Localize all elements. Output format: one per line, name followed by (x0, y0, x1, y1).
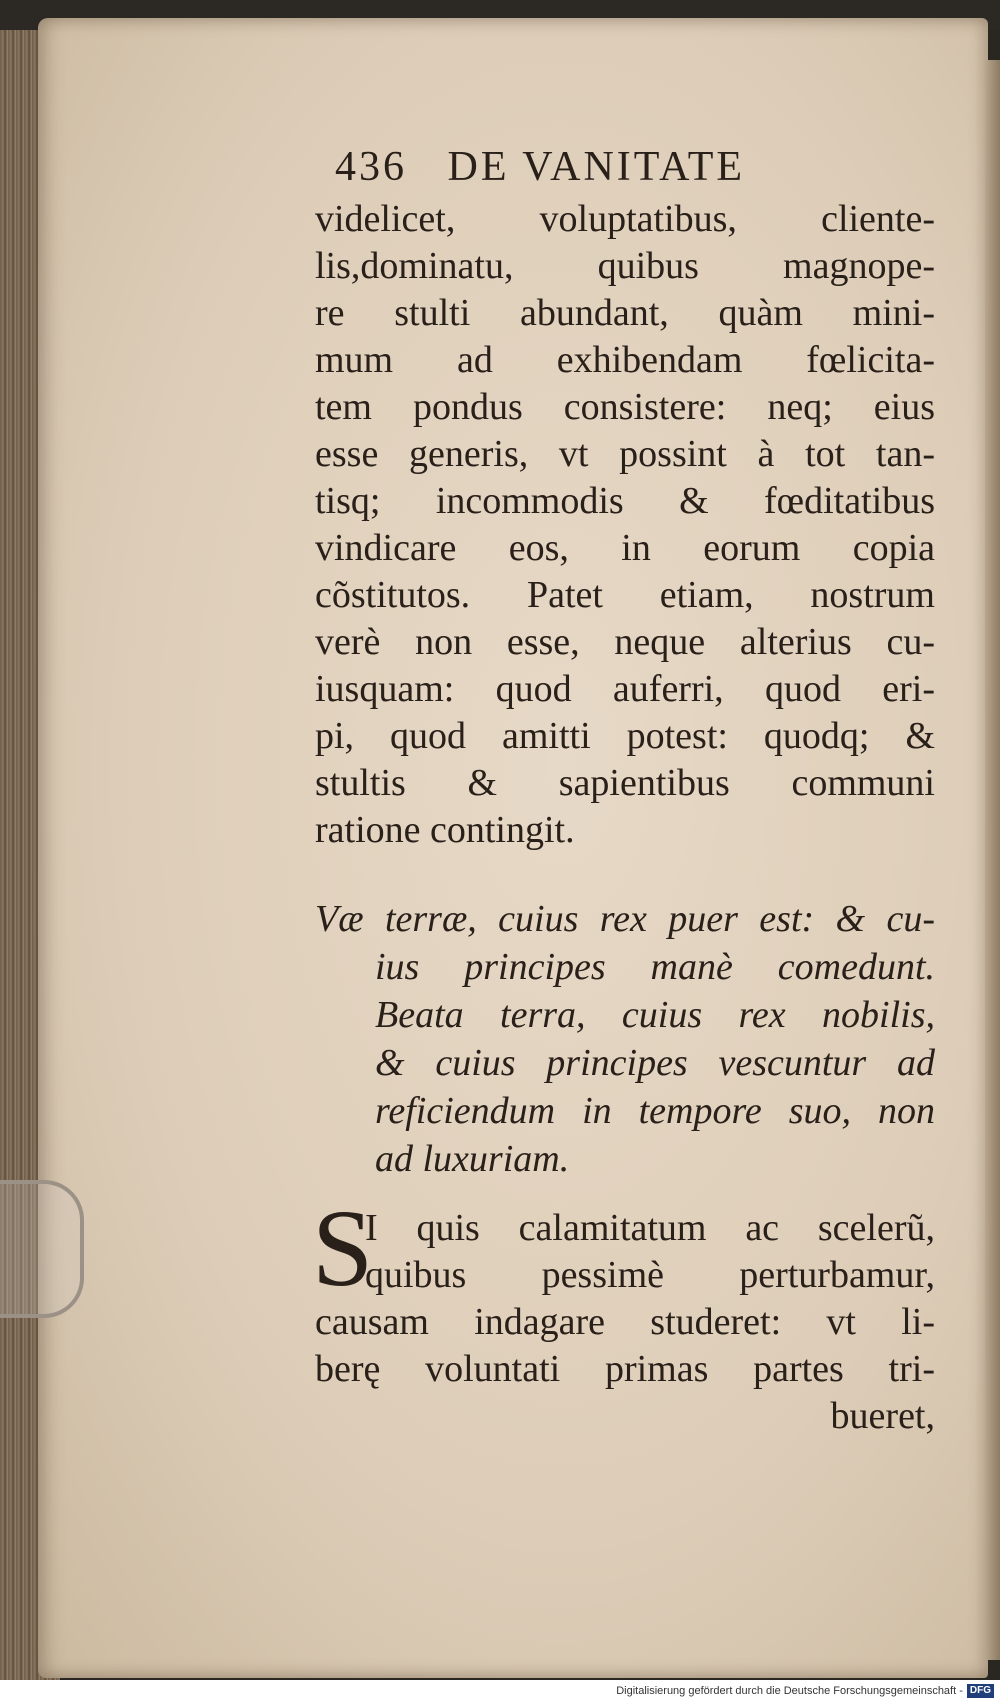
quote-line: ad luxuriam. (375, 1138, 570, 1180)
quote-line: Beata terra, cuius rex nobilis, (375, 994, 935, 1036)
text-line: iusquam: quod auferri, quod eri- (315, 668, 935, 710)
drop-capital: S (312, 1187, 374, 1309)
text-line: mum ad exhibendam fœlicita- (315, 339, 935, 381)
running-header (335, 143, 745, 191)
dfg-logo: DFG (967, 1684, 994, 1698)
text-line: I quis calamitatum ac scelerũ, (365, 1207, 935, 1249)
text-line: stultis & sapientibus communi (315, 762, 935, 804)
text-line: verè non esse, neque alterius cu- (315, 621, 935, 663)
scripture-quote (315, 895, 935, 1183)
paragraph-2 (315, 1205, 935, 1440)
digitization-footer (0, 1680, 1000, 1703)
text-line: lis,dominatu, quibus magnope- (315, 245, 935, 287)
text-line: quibus pessimè perturbamur, (365, 1254, 935, 1296)
quote-line: reficiendum in tempore suo, non (375, 1090, 935, 1132)
catchword: bueret, (830, 1395, 935, 1437)
text-line: ratione contingit. (315, 809, 575, 851)
page-number: 436 (335, 144, 407, 190)
quote-line: & cuius principes vescuntur ad (375, 1042, 935, 1084)
text-line: cõstitutos. Patet etiam, nostrum (315, 574, 935, 616)
right-page-edge (985, 60, 1000, 1660)
text-line: vindicare eos, in eorum copia (315, 527, 935, 569)
text-line: re stulti abundant, quàm mini- (315, 292, 935, 334)
text-line: videlicet, voluptatibus, cliente- (315, 198, 935, 240)
text-line: causam indagare studeret: vt li- (315, 1301, 935, 1343)
running-head-title: DE VANITATE (447, 144, 746, 190)
paragraph-1 (315, 196, 935, 854)
text-line: berę voluntati primas partes tri- (315, 1348, 935, 1390)
page-clip (0, 1180, 84, 1318)
text-line: tem pondus consistere: neq; eius (315, 386, 935, 428)
text-line: tisq; incommodis & fœditatibus (315, 480, 935, 522)
text-line: esse generis, vt possint à tot tan- (315, 433, 935, 475)
text-line: pi, quod amitti potest: quodq; & (315, 715, 935, 757)
footer-credit: Digitalisierung gefördert durch die Deutsche Forschungsgemeinschaft - (616, 1685, 963, 1697)
quote-line: ius principes manè comedunt. (375, 946, 935, 988)
quote-line: Væ terræ, cuius rex puer est: & cu- (315, 898, 935, 940)
